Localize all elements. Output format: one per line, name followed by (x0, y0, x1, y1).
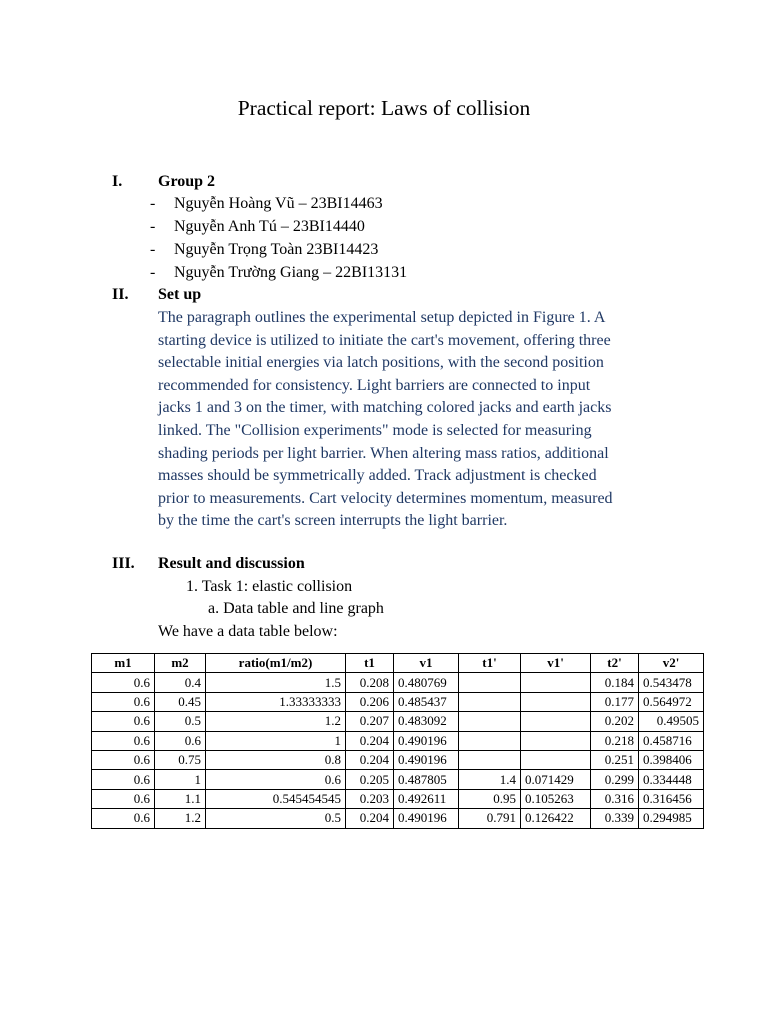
table-cell: 0.545454545 (206, 789, 346, 808)
table-cell (521, 731, 591, 750)
table-cell: 1 (155, 770, 206, 789)
table-row (92, 770, 704, 789)
column-header: v1' (521, 654, 591, 673)
table-cell (459, 750, 521, 769)
table-cell: 0.316456 (639, 789, 704, 808)
table-row (92, 789, 704, 808)
paragraph-line: by the time the cart's screen interrupts the light barrier. (158, 512, 508, 530)
data-table (91, 653, 704, 829)
table-cell: 0.6 (206, 770, 346, 789)
member-item (150, 262, 407, 284)
table-row (92, 692, 704, 711)
table-cell: 0.204 (346, 750, 394, 769)
table-row (92, 750, 704, 769)
paragraph-line: jacks 1 and 3 on the timer, with matching colored jacks and earth jacks (158, 399, 612, 417)
table-cell: 0.204 (346, 809, 394, 828)
column-header: t1' (459, 654, 521, 673)
column-header: t2' (591, 654, 639, 673)
table-cell: 1.1 (155, 789, 206, 808)
table-cell: 0.483092 (394, 712, 459, 731)
task-heading: 1. Task 1: elastic collision (186, 578, 353, 595)
table-cell: 0.205 (346, 770, 394, 789)
table-cell: 0.487805 (394, 770, 459, 789)
table-cell: 1.5 (206, 673, 346, 692)
paragraph-line: The paragraph outlines the experimental setup depicted in Figure 1. A (158, 309, 606, 326)
table-header-row (92, 654, 704, 673)
table-cell: 1 (206, 731, 346, 750)
page-title: Practical report: Laws of collision (237, 96, 531, 120)
paragraph-line: linked. The "Collision experiments" mode is selected for measuring (158, 421, 592, 439)
member-name: Nguyễn Trường Giang – 22BI13131 (174, 264, 408, 281)
subtask-heading: a. Data table and line graph (208, 600, 384, 617)
table-cell: 0.208 (346, 673, 394, 692)
column-header: t1 (346, 654, 394, 673)
member-name: Nguyễn Anh Tú – 23BI14440 (174, 218, 365, 235)
paragraph-line: selectable initial energies via latch positions, with the second position (158, 354, 604, 372)
table-cell: 0.8 (206, 750, 346, 769)
table-intro: We have a data table below: (158, 623, 338, 640)
table-cell: 0.105263 (521, 789, 591, 808)
table-row (92, 731, 704, 750)
table-row (92, 673, 704, 692)
setup-paragraph (158, 307, 678, 533)
table-cell: 0.564972 (639, 692, 704, 711)
table-cell: 1.4 (459, 770, 521, 789)
table-cell: 0.45 (155, 692, 206, 711)
paragraph-line: starting device is utilized to initiate the cart's movement, offering three (158, 331, 611, 349)
table-cell: 0.126422 (521, 809, 591, 828)
table-cell: 0.339 (591, 809, 639, 828)
table-cell: 0.294985 (639, 809, 704, 828)
table-cell (459, 712, 521, 731)
column-header: ratio(m1/m2) (206, 654, 346, 673)
table-cell: 0.6 (92, 789, 155, 808)
table-cell: 0.6 (92, 731, 155, 750)
section-3-title: Result and discussion (158, 555, 305, 572)
table-cell: 0.334448 (639, 770, 704, 789)
bullet-dash: - (150, 241, 156, 258)
table-cell (521, 750, 591, 769)
table-cell: 0.251 (591, 750, 639, 769)
table-cell: 0.177 (591, 692, 639, 711)
table-cell: 0.206 (346, 692, 394, 711)
column-header: m1 (92, 654, 155, 673)
table-cell: 0.184 (591, 673, 639, 692)
section-2-title: Set up (158, 286, 202, 303)
paragraph-line: masses should be symmetrically added. Track adjustment is checked (158, 467, 597, 485)
bullet-dash: - (150, 195, 156, 212)
table-cell: 0.490196 (394, 731, 459, 750)
table-cell: 0.203 (346, 789, 394, 808)
table-cell: 0.791 (459, 809, 521, 828)
table-cell: 0.492611 (394, 789, 459, 808)
bullet-dash: - (150, 218, 156, 235)
section-1-number: I. (112, 173, 123, 190)
paragraph-line: prior to measurements. Cart velocity determines momentum, measured (158, 489, 613, 507)
member-name: Nguyễn Trọng Toàn 23BI14423 (174, 241, 379, 258)
table-cell: 0.458716 (639, 731, 704, 750)
section-1-title: Group 2 (158, 173, 216, 190)
table-cell: 0.49505 (639, 712, 704, 731)
table-cell: 0.398406 (639, 750, 704, 769)
table-cell: 0.6 (92, 692, 155, 711)
member-item (150, 216, 365, 238)
table-cell: 0.6 (155, 731, 206, 750)
column-header: v2' (639, 654, 704, 673)
table-cell: 0.485437 (394, 692, 459, 711)
table-cell: 0.480769 (394, 673, 459, 692)
table-cell: 1.2 (155, 809, 206, 828)
table-cell: 0.5 (206, 809, 346, 828)
table-row (92, 712, 704, 731)
section-3-number: III. (112, 555, 135, 572)
table-cell: 0.6 (92, 750, 155, 769)
table-cell: 0.4 (155, 673, 206, 692)
paragraph-line: shading periods per light barrier. When altering mass ratios, additional (158, 444, 609, 462)
table-cell: 0.6 (92, 673, 155, 692)
column-header: m2 (155, 654, 206, 673)
section-2-number: II. (112, 286, 129, 303)
table-cell: 0.5 (155, 712, 206, 731)
table-cell: 0.202 (591, 712, 639, 731)
table-cell: 1.33333333 (206, 692, 346, 711)
member-name: Nguyễn Hoàng Vũ – 23BI14463 (174, 195, 383, 212)
member-item (150, 239, 378, 261)
table-cell: 0.6 (92, 770, 155, 789)
table-cell: 0.75 (155, 750, 206, 769)
member-item (150, 193, 383, 215)
table-cell: 0.543478 (639, 673, 704, 692)
table-cell: 0.218 (591, 731, 639, 750)
table-cell (521, 692, 591, 711)
table-cell (459, 731, 521, 750)
table-row (92, 809, 704, 828)
table-cell: 0.071429 (521, 770, 591, 789)
bullet-dash: - (150, 264, 156, 281)
table-cell: 0.6 (92, 809, 155, 828)
paragraph-line: recommended for consistency. Light barriers are connected to input (158, 376, 591, 394)
table-cell: 1.2 (206, 712, 346, 731)
table-cell (521, 712, 591, 731)
table-cell (459, 673, 521, 692)
column-header: v1 (394, 654, 459, 673)
table-cell: 0.490196 (394, 809, 459, 828)
table-cell: 0.316 (591, 789, 639, 808)
table-cell: 0.207 (346, 712, 394, 731)
table-cell: 0.204 (346, 731, 394, 750)
table-cell: 0.490196 (394, 750, 459, 769)
table-cell: 0.299 (591, 770, 639, 789)
table-cell: 0.95 (459, 789, 521, 808)
table-cell: 0.6 (92, 712, 155, 731)
table-cell (459, 692, 521, 711)
table-cell (521, 673, 591, 692)
